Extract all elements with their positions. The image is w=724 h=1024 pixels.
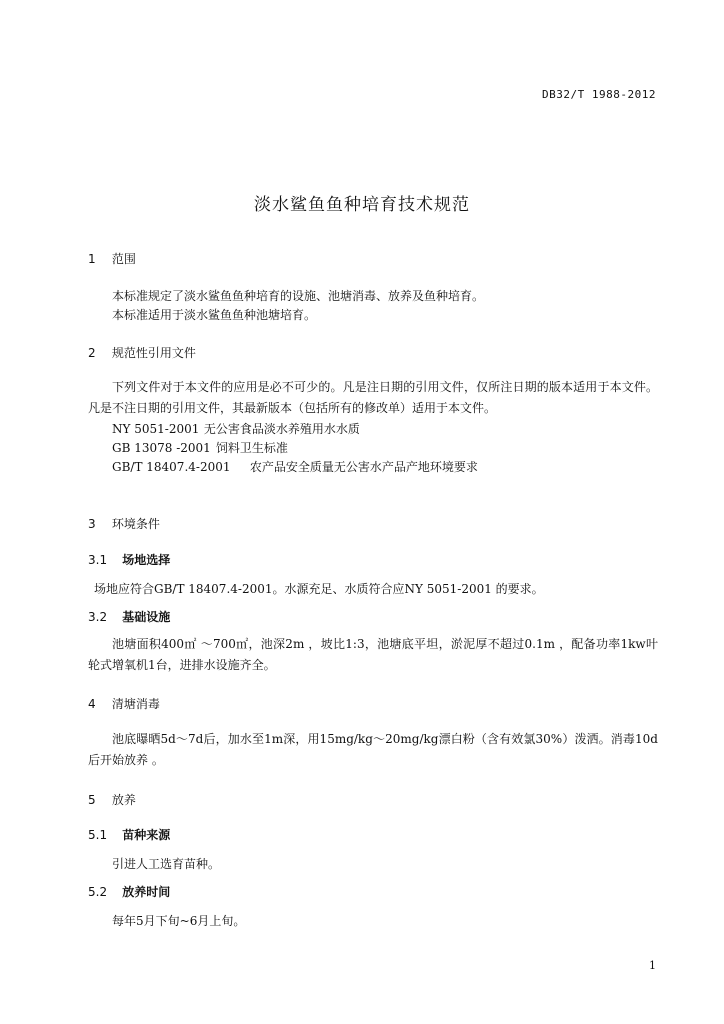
section-3-1-heading	[88, 551, 170, 568]
section-4-paragraph: 池底曝晒5d～7d后，加水至1m深，用15mg/kg～20mg/kg漂白粉（含有效氯30%）泼洒。消毒10d后开始放养 。	[88, 732, 658, 767]
section-title: 放养	[111, 793, 136, 807]
reference-code: GB 13078 -2001	[112, 441, 211, 455]
section-title: 场地选择	[122, 553, 171, 567]
page-title: 淡水鲨鱼鱼种培育技术规范	[254, 195, 470, 215]
section-number: 3	[88, 517, 96, 531]
section-1-paragraph-2: 本标准适用于淡水鲨鱼鱼种池塘培育。	[112, 308, 317, 322]
document-id: DB32/T 1988-2012	[542, 88, 656, 101]
section-5-heading	[88, 791, 136, 808]
section-title: 苗种来源	[122, 828, 171, 842]
section-title: 环境条件	[111, 517, 160, 531]
reference-name: 农产品安全质量无公害水产品产地环境要求	[249, 460, 478, 474]
section-number: 5.2	[88, 885, 108, 899]
section-3-heading	[88, 515, 160, 532]
section-4-heading	[88, 695, 160, 712]
section-2-heading	[88, 344, 196, 361]
reference-code: NY 5051-2001	[112, 422, 200, 436]
section-1-paragraph-1: 本标准规定了淡水鲨鱼鱼种培育的设施、池塘消毒、放养及鱼种培育。	[112, 289, 485, 303]
section-5-1-paragraph: 引进人工选育苗种。	[112, 857, 221, 871]
section-2-paragraph-1: 下列文件对于本文件的应用是必不可少的。凡是注日期的引用文件，仅所注日期的版本适用于本文件。凡是不注日期的引用文件，其最新版本（包括所有的修改单）适用于本文件。	[88, 380, 658, 415]
section-title: 基础设施	[122, 610, 171, 624]
section-number: 3.1	[88, 553, 108, 567]
section-number: 5	[88, 793, 96, 807]
section-1-heading	[88, 250, 136, 267]
section-number: 1	[88, 252, 96, 266]
reference-item	[112, 420, 360, 437]
reference-code: GB/T 18407.4-2001	[112, 460, 231, 474]
section-3-1-paragraph: 场地应符合GB/T 18407.4-2001。水源充足、水质符合应NY 5051-2001 的要求。	[94, 582, 544, 596]
section-title: 放养时间	[122, 885, 171, 899]
reference-name: 饲料卫生标准	[215, 441, 288, 455]
section-number: 2	[88, 346, 96, 360]
section-5-1-heading	[88, 826, 170, 843]
section-number: 5.1	[88, 828, 108, 842]
reference-item	[112, 458, 478, 475]
reference-item	[112, 439, 288, 456]
section-title: 范围	[111, 252, 136, 266]
reference-name: 无公害食品淡水养殖用水水质	[203, 422, 360, 436]
page-number: 1	[649, 959, 656, 972]
section-title: 规范性引用文件	[111, 346, 196, 360]
section-5-2-paragraph: 每年5月下旬~6月上旬。	[112, 914, 246, 928]
section-number: 3.2	[88, 610, 108, 624]
section-number: 4	[88, 697, 96, 711]
section-3-2-heading	[88, 608, 170, 625]
section-3-2-paragraph: 池塘面积400㎡ ～700㎡，池深2m ，坡比1:3，池塘底平坦，淤泥厚不超过0.1m ，配备功率1kw叶轮式增氧机1台，进排水设施齐全。	[88, 637, 658, 672]
section-5-2-heading	[88, 883, 170, 900]
section-title: 清塘消毒	[111, 697, 160, 711]
